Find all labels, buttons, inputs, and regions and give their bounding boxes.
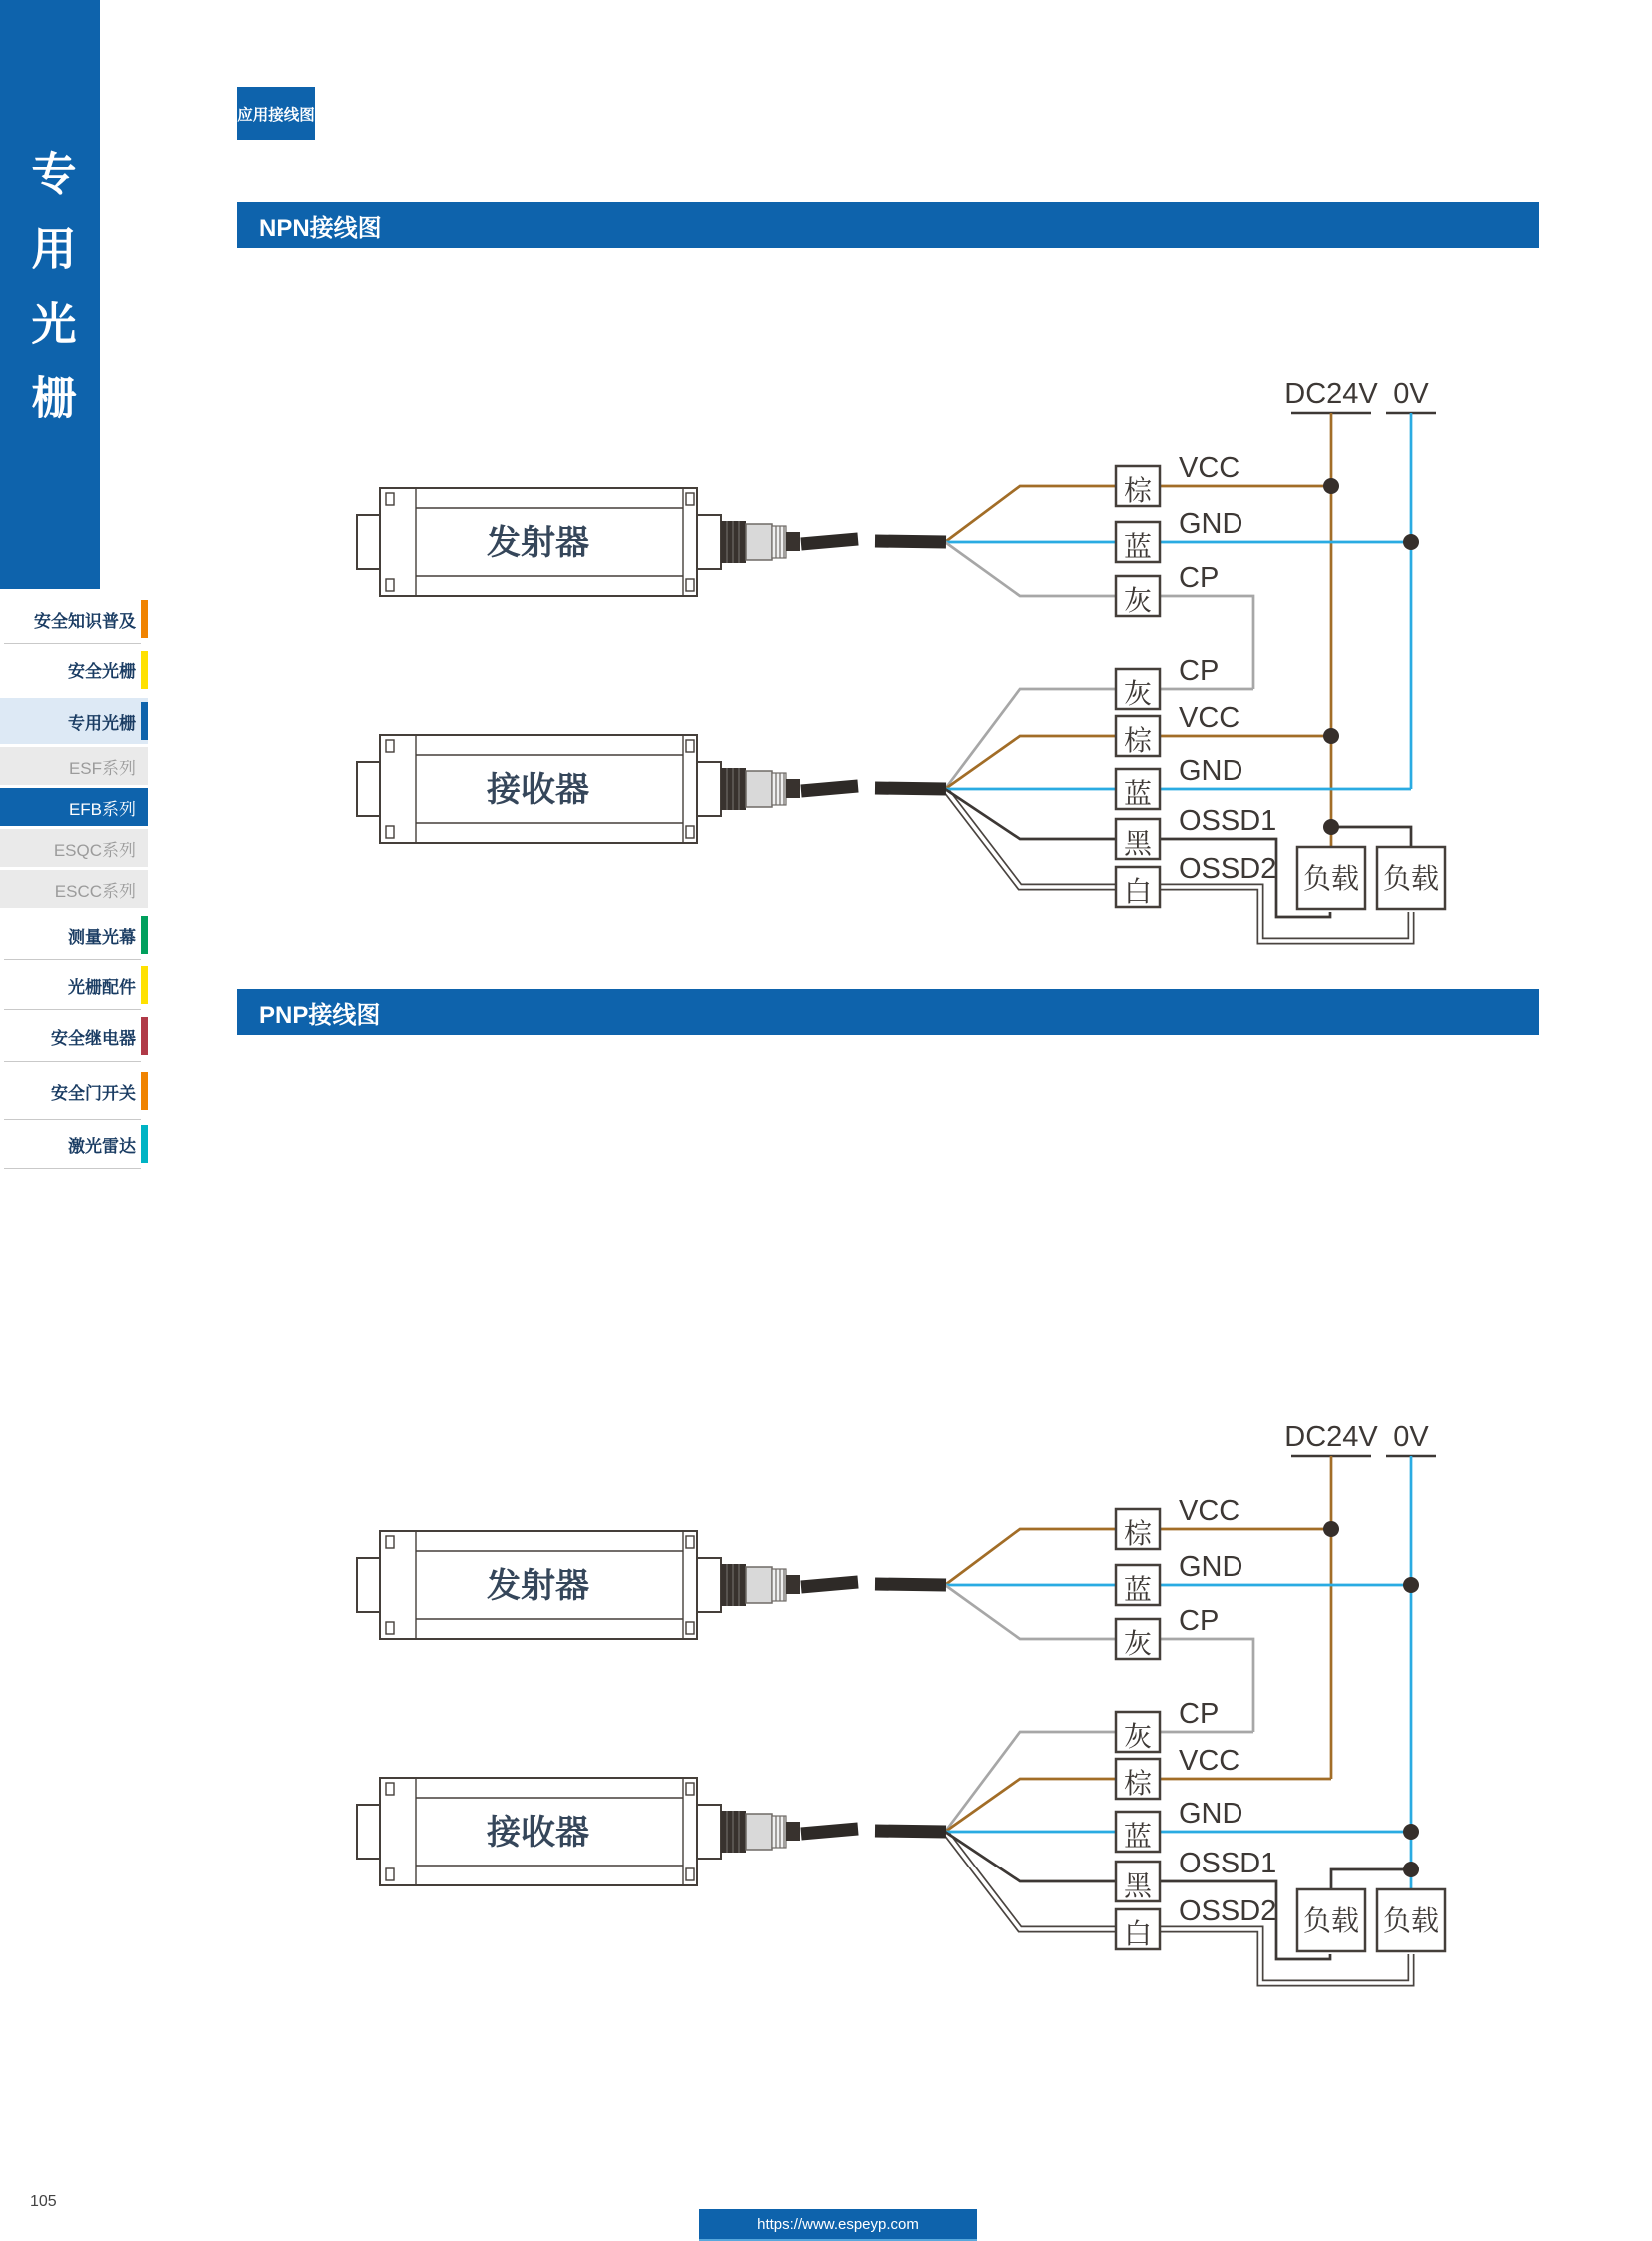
category-tick: [141, 966, 148, 1004]
tx-vcc-signal-label: VCC: [1179, 452, 1240, 484]
blue-wire-box-label: 蓝: [1123, 531, 1153, 562]
category-tick: [141, 600, 148, 638]
category-tick: [141, 916, 148, 954]
sidebar-item-safety-light-curtain[interactable]: [0, 644, 148, 695]
black-wire-box-label: 黑: [1123, 1870, 1153, 1901]
sidebar-item-safety-knowledge[interactable]: [0, 595, 148, 643]
white-wire-box-label: 白: [1123, 1918, 1153, 1949]
sidebar-divider: [4, 1168, 141, 1169]
brown-wire-box-label: 棕: [1123, 1768, 1153, 1799]
rx-gnd-signal-label: GND: [1179, 755, 1243, 787]
zero-v-label: 0V: [1393, 1421, 1429, 1453]
npn-wiring-diagram: [340, 370, 1468, 969]
section-title-pnp: PNP接线图: [237, 989, 1539, 1035]
section-title-npn: NPN接线图: [237, 202, 1539, 248]
transmitter-label: 发射器: [487, 1567, 589, 1605]
sidebar-item-label: 安全知识普及: [34, 611, 136, 631]
brown-wire-box-label: 棕: [1123, 725, 1153, 756]
receiver-device: [357, 735, 946, 843]
black-wire-box-label: 黑: [1123, 828, 1153, 859]
load1-branch-wire: [1331, 1869, 1411, 1889]
gray-wire-box-label: 灰: [1123, 678, 1153, 709]
sidebar-item-escc-series[interactable]: [0, 870, 148, 908]
sidebar-item-label: 测量光幕: [68, 927, 136, 947]
tx-gnd-signal-label: GND: [1179, 1551, 1243, 1583]
tx-cp-signal-label: CP: [1179, 562, 1220, 594]
sidebar-item-label: 安全继电器: [51, 1028, 136, 1048]
sidebar-item-laser-radar[interactable]: [0, 1120, 148, 1168]
sidebar-item-label: ESF系列: [68, 758, 136, 778]
receiver-label: 接收器: [487, 771, 589, 809]
sidebar-banner: [0, 0, 100, 589]
sidebar-item-label: ESQC系列: [53, 840, 136, 860]
rx-gnd-signal-label: GND: [1179, 1798, 1243, 1830]
load-box-1-label: 负载: [1302, 1905, 1360, 1936]
category-tick: [141, 1017, 148, 1055]
rx-wire-boxes: [1116, 1698, 1276, 1949]
sidebar-item-label: ESCC系列: [54, 881, 136, 901]
ossd2-signal-label: OSSD2: [1179, 1895, 1277, 1927]
ossd1-signal-label: OSSD1: [1179, 805, 1277, 837]
sidebar-item-accessories[interactable]: [0, 961, 148, 1009]
zero-v-label: 0V: [1393, 378, 1429, 410]
junction-dots: [1323, 1521, 1419, 1877]
category-tick: [141, 702, 148, 740]
transmitter-device: [357, 1531, 946, 1639]
category-tick: [141, 1072, 148, 1110]
blue-wire-box-label: 蓝: [1123, 1821, 1153, 1852]
transmitter-label: 发射器: [487, 524, 589, 562]
load-box-2-label: 负载: [1382, 863, 1440, 894]
blue-wire-box-label: 蓝: [1123, 778, 1153, 809]
white-wire-box-label: 白: [1123, 876, 1153, 907]
receiver-device: [357, 1778, 946, 1885]
rx-wire-boxes: [1116, 655, 1276, 907]
dc24v-label: DC24V: [1284, 378, 1378, 410]
rx-vcc-signal-label: VCC: [1179, 1745, 1240, 1777]
sidebar-item-measuring-light-curtain[interactable]: [0, 911, 148, 959]
footer-url[interactable]: https://www.espeyp.com: [699, 2209, 977, 2239]
brown-wire-box-label: 棕: [1123, 1518, 1153, 1549]
ossd2-signal-label: OSSD2: [1179, 853, 1277, 885]
blue-wire-box-label: 蓝: [1123, 1574, 1153, 1605]
tx-vcc-signal-label: VCC: [1179, 1495, 1240, 1527]
sidebar-item-safety-relay[interactable]: [0, 1011, 148, 1061]
gray-wire-box-label: 灰: [1123, 585, 1153, 616]
rx-vcc-signal-label: VCC: [1179, 702, 1240, 734]
sidebar-item-label: 激光雷达: [68, 1136, 136, 1156]
ossd1-signal-label: OSSD1: [1179, 1848, 1277, 1879]
sidebar-divider: [4, 959, 141, 960]
sidebar-item-label: EFB系列: [68, 799, 136, 819]
tx-gnd-signal-label: GND: [1179, 508, 1243, 540]
page-number: 105: [30, 2193, 57, 2210]
dc24v-label: DC24V: [1284, 1421, 1378, 1453]
sidebar-item-efb-series[interactable]: [0, 788, 148, 826]
sidebar-divider: [4, 1119, 141, 1120]
sidebar-item-label: 光栅配件: [68, 977, 136, 997]
sidebar-divider: [4, 1009, 141, 1010]
receiver-label: 接收器: [487, 1814, 589, 1852]
rx-cp-signal-label: CP: [1179, 655, 1220, 687]
tx-wire-boxes: [1116, 452, 1242, 616]
category-tick: [141, 651, 148, 689]
pnp-wiring-diagram: [340, 1412, 1468, 2011]
sidebar-item-safety-door-switch[interactable]: [0, 1063, 148, 1119]
tx-cp-signal-label: CP: [1179, 1605, 1220, 1637]
rx-cp-signal-label: CP: [1179, 1698, 1220, 1730]
load2-branch-wire: [1331, 827, 1411, 847]
sidebar-item-label: 专用光栅: [68, 713, 136, 733]
category-tick: [141, 1125, 148, 1163]
page-topic-badge: 应用接线图: [237, 87, 315, 140]
sidebar-item-esf-series[interactable]: [0, 747, 148, 785]
transmitter-device: [357, 488, 946, 596]
junction-dots: [1323, 478, 1419, 835]
sidebar-item-label: 安全门开关: [51, 1083, 136, 1103]
tx-wire-boxes: [1116, 1495, 1242, 1659]
load-box-1-label: 负载: [1302, 863, 1360, 894]
sidebar-item-esqc-series[interactable]: [0, 829, 148, 867]
gray-wire-box-label: 灰: [1123, 1628, 1153, 1659]
gray-wire-box-label: 灰: [1123, 1721, 1153, 1752]
sidebar-item-label: 安全光栅: [68, 662, 136, 681]
sidebar-banner-title: 专用光栅: [24, 150, 76, 449]
brown-wire-box-label: 棕: [1123, 475, 1153, 506]
sidebar-item-special-light-curtain[interactable]: [0, 698, 148, 744]
sidebar-divider: [4, 1061, 141, 1062]
load-box-2-label: 负载: [1382, 1905, 1440, 1936]
